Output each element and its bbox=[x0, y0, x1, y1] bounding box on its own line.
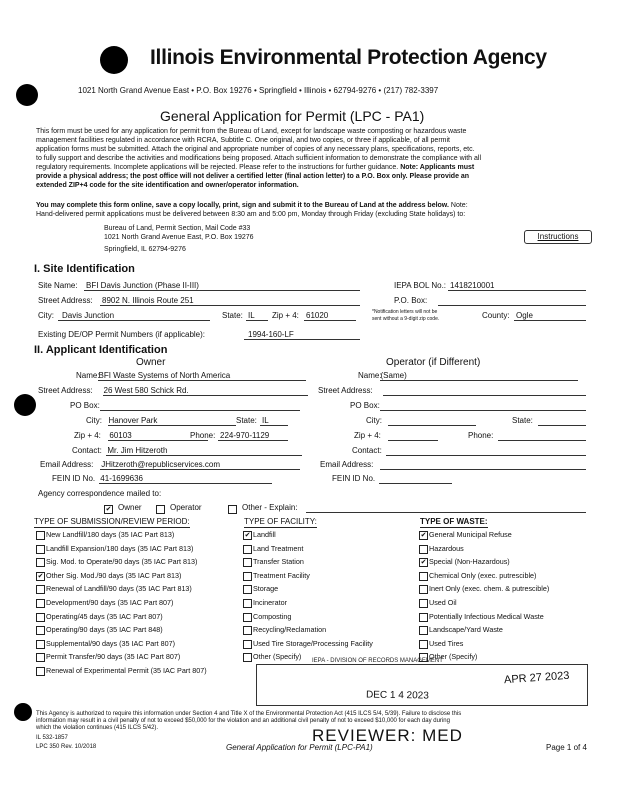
operator-state-label: State: bbox=[512, 416, 533, 425]
owner-phone-label: Phone: bbox=[190, 431, 216, 440]
waste-checkbox-7[interactable] bbox=[419, 626, 428, 635]
existing-permit-value[interactable]: 1994-160-LF bbox=[248, 330, 294, 339]
agency-address: 1021 North Grand Avenue East • P.O. Box 19276 • Springfield • Illinois • 62794-9276 • (217) 782-3397 bbox=[78, 86, 439, 95]
operator-heading: Operator (if Different) bbox=[386, 357, 481, 368]
submission-checkbox-0[interactable] bbox=[36, 531, 45, 540]
facility-label-0: Landfill bbox=[253, 530, 276, 539]
waste-checkbox-0[interactable]: ✔ bbox=[420, 532, 427, 539]
waste-label-3: Chemical Only (exec. putrescible) bbox=[429, 570, 537, 580]
submission-label-9: Permit Transfer/90 days (35 IAC Part 807) bbox=[46, 652, 181, 662]
waste-label-4: Inert Only (exec. chem. & putrescible) bbox=[429, 584, 550, 594]
facility-label-4: Storage bbox=[253, 584, 279, 594]
waste-label-9: Other (Specify) bbox=[429, 652, 478, 662]
waste-checkbox-5[interactable] bbox=[419, 599, 428, 608]
facility-checkbox-7[interactable] bbox=[243, 626, 252, 635]
submission-label-3: Other Sig. Mod./90 days (35 IAC Part 813) bbox=[46, 570, 182, 580]
correspondence-label: Agency correspondence mailed to: bbox=[38, 489, 162, 498]
legal-line-2: information may result in a civil penalty of not to exceed $50,000 for the violation and an additional civil penalty of not to exceed $10,000 for each day during bbox=[36, 718, 450, 724]
operator-email-label: Email Address: bbox=[320, 460, 374, 469]
facility-checkbox-3[interactable] bbox=[243, 572, 252, 581]
submission-label-4: Renewal of Landfill/90 days (35 IAC Part 813) bbox=[46, 584, 192, 594]
online-note-word: Note: bbox=[450, 202, 468, 209]
submission-checkbox-6[interactable] bbox=[36, 613, 45, 622]
facility-label-5: Incinerator bbox=[253, 598, 287, 607]
corr-owner-label: Owner bbox=[118, 503, 142, 512]
owner-city-value[interactable]: Hanover Park bbox=[108, 416, 158, 425]
facility-checkbox-8[interactable] bbox=[243, 640, 252, 649]
owner-email-label: Email Address: bbox=[40, 460, 94, 469]
submission-checkbox-5[interactable] bbox=[36, 599, 45, 608]
facility-checkbox-6[interactable] bbox=[243, 613, 252, 622]
corr-other-label: Other - Explain: bbox=[242, 503, 298, 512]
submission-type-heading: TYPE OF SUBMISSION/REVIEW PERIOD: bbox=[34, 517, 190, 526]
owner-zip-label: Zip + 4: bbox=[74, 431, 101, 440]
submission-checkbox-2[interactable] bbox=[36, 558, 45, 567]
site-name-value[interactable]: BFI Davis Junction (Phase II-III) bbox=[86, 281, 199, 290]
site-city-label: City: bbox=[38, 311, 54, 320]
facility-checkbox-2[interactable] bbox=[243, 558, 252, 567]
operator-phone-label: Phone: bbox=[468, 431, 494, 440]
online-line-2: Hand-delivered permit applications must be delivered between 8:30 am and 5:00 pm, Monday through Friday (excluding State holidays) to: bbox=[36, 211, 466, 218]
facility-label-1: Land Treatment bbox=[253, 543, 304, 553]
operator-street-label: Street Address: bbox=[318, 386, 373, 395]
waste-checkbox-3[interactable] bbox=[419, 572, 428, 581]
facility-checkbox-4[interactable] bbox=[243, 585, 252, 594]
waste-label-1: Hazardous bbox=[429, 543, 464, 553]
owner-contact-label: Contact: bbox=[72, 446, 102, 455]
binder-hole-upper bbox=[16, 84, 38, 106]
facility-label-7: Recycling/Reclamation bbox=[253, 625, 327, 635]
intro-note-start: Note: Applicants must bbox=[400, 164, 475, 171]
operator-name-value[interactable]: (Same) bbox=[380, 371, 407, 380]
facility-type-heading: TYPE OF FACILITY: bbox=[244, 517, 317, 526]
owner-contact-value[interactable]: Mr. Jim Hitzeroth bbox=[107, 446, 168, 455]
binder-hole-top bbox=[100, 46, 128, 74]
waste-type-heading: TYPE OF WASTE: bbox=[420, 517, 488, 526]
legal-line-3: which the violation continues (415 ILCS 5/42). bbox=[36, 725, 159, 731]
submission-label-0: New Landfill/180 days (35 IAC Part 813) bbox=[46, 530, 175, 539]
waste-checkbox-2[interactable]: ✔ bbox=[420, 559, 427, 567]
facility-checkbox-5[interactable] bbox=[243, 599, 252, 608]
site-county-label: County: bbox=[482, 311, 510, 320]
facility-label-2: Transfer Station bbox=[253, 557, 304, 567]
existing-permit-label: Existing DE/OP Permit Numbers (if applicable): bbox=[38, 330, 206, 339]
mail-address-2: 1021 North Grand Avenue East, P.O. Box 19276 bbox=[104, 234, 254, 241]
intro-line-4: to fully support and describe the activities and modifications being proposed. Attach sufficient information to demonstrate the compliance with all bbox=[36, 155, 482, 162]
owner-name-value[interactable]: BFI Waste Systems of North America bbox=[98, 371, 231, 380]
street-address-value[interactable]: 8902 N. Illinois Route 251 bbox=[102, 296, 194, 305]
operator-city-label: City: bbox=[366, 416, 382, 425]
submission-label-10: Renewal of Experimental Permit (35 IAC Part 807) bbox=[46, 666, 207, 675]
owner-street-value[interactable]: 26 West 580 Schick Rd. bbox=[103, 386, 189, 395]
corr-operator-checkbox[interactable] bbox=[156, 505, 165, 514]
corr-other-checkbox[interactable] bbox=[228, 505, 237, 514]
submission-checkbox-8[interactable] bbox=[36, 640, 45, 649]
owner-street-label: Street Address: bbox=[38, 386, 93, 395]
applicant-identification-heading: II. Applicant Identification bbox=[34, 344, 168, 356]
owner-zip-value[interactable]: 60103 bbox=[109, 431, 132, 440]
intro-bold-line-2: provide a physical address; the post office will not deliver a certified letter (final action letter) to a P.O. Box only. Please provide an bbox=[36, 173, 470, 180]
owner-email-value[interactable]: JHitzeroth@republicservices.com bbox=[101, 460, 221, 469]
records-stamp: IEPA - DIVISION OF RECORDS MANAGEMENT bbox=[312, 658, 443, 664]
owner-heading: Owner bbox=[136, 357, 166, 368]
waste-label-5: Used Oil bbox=[429, 598, 457, 607]
site-pobox-label: P.O. Box: bbox=[394, 296, 428, 305]
site-county-value[interactable]: Ogle bbox=[516, 311, 533, 320]
owner-name-label: Name: bbox=[76, 371, 100, 380]
date-stamp-received: DEC 1 4 2023 bbox=[365, 689, 429, 702]
intro-line-5 bbox=[36, 164, 474, 173]
legal-line-1: This Agency is authorized to require this information under Section 4 and Title X of the Environmental Protection Act (415 ILCS 5/4, 5/39). Failure to disclose this bbox=[36, 711, 462, 717]
owner-city-label: City: bbox=[86, 416, 102, 425]
submission-checkbox-1[interactable] bbox=[36, 545, 45, 554]
facility-checkbox-0[interactable]: ✔ bbox=[244, 532, 251, 539]
intro-line-2: management facilities regulated in accordance with RCRA, Subtitle C. One original, and two copies, or three if applicable, of all permit bbox=[36, 137, 450, 144]
owner-state-label: State: bbox=[236, 416, 257, 425]
submission-checkbox-3[interactable]: ✔ bbox=[37, 572, 44, 580]
owner-fein-value[interactable]: 41-1699636 bbox=[100, 474, 144, 483]
submission-checkbox-9[interactable] bbox=[36, 653, 45, 662]
site-identification-heading: I. Site Identification bbox=[34, 263, 135, 275]
site-name-label: Site Name: bbox=[38, 281, 78, 290]
corr-owner-checkbox[interactable]: ✔ bbox=[105, 506, 112, 513]
iepa-bol-value[interactable]: 1418210001 bbox=[450, 281, 495, 290]
instructions-button[interactable]: Instructions bbox=[524, 230, 592, 244]
owner-state-value[interactable]: IL bbox=[262, 416, 269, 425]
submission-checkbox-7[interactable] bbox=[36, 626, 45, 635]
waste-label-0: General Municipal Refuse bbox=[429, 530, 512, 539]
facility-label-3: Treatment Facility bbox=[253, 570, 310, 580]
date-stamp-reviewed: APR 27 2023 bbox=[503, 669, 570, 687]
waste-label-2: Special (Non-Hazardous) bbox=[429, 557, 510, 567]
corr-operator-label: Operator bbox=[170, 503, 202, 512]
submission-label-2: Sig. Mod. to Operate/90 days (35 IAC Part 813) bbox=[46, 557, 198, 567]
zip-note-1: *Notification letters will not be bbox=[372, 309, 438, 315]
street-address-label: Street Address: bbox=[38, 296, 93, 305]
form-code: IL 532-1857 bbox=[36, 735, 68, 741]
online-line-1 bbox=[36, 202, 468, 211]
intro-line-1: This form must be used for any application for permit from the Bureau of Land, except for landscape waste composting or hazardous waste bbox=[36, 128, 467, 135]
intro-line-3: application forms must be submitted. Attach the original and appropriate number of copies of any necessary plans, specifications, reports, etc. bbox=[36, 146, 475, 153]
footer-form-name: General Application for Permit (LPC-PA1) bbox=[226, 743, 373, 752]
operator-fein-label: FEIN ID No. bbox=[332, 474, 376, 483]
facility-label-8: Used Tire Storage/Processing Facility bbox=[253, 638, 373, 648]
reviewer-stamp: REVIEWER: MED bbox=[312, 726, 463, 745]
site-city-value[interactable]: Davis Junction bbox=[62, 311, 115, 320]
submission-checkbox-4[interactable] bbox=[36, 585, 45, 594]
site-zip-label: Zip + 4: bbox=[272, 311, 299, 320]
zip-note-2: sent without a 9-digit zip code. bbox=[372, 316, 440, 322]
waste-label-7: Landscape/Yard Waste bbox=[429, 625, 503, 635]
page-number: Page 1 of 4 bbox=[546, 743, 587, 752]
submission-label-1: Landfill Expansion/180 days (35 IAC Part 813) bbox=[46, 543, 194, 553]
mail-address-1: Bureau of Land, Permit Section, Mail Code #33 bbox=[104, 225, 251, 232]
waste-checkbox-6[interactable] bbox=[419, 613, 428, 622]
owner-phone-value[interactable]: 224-970-1129 bbox=[220, 431, 270, 440]
owner-fein-label: FEIN ID No. bbox=[52, 474, 96, 483]
operator-name-label: Name: bbox=[358, 371, 382, 380]
online-text-bold: You may complete this form online, save a copy locally, print, sign and submit it to the Bureau of Land at the address below. bbox=[36, 202, 449, 209]
waste-checkbox-4[interactable] bbox=[419, 585, 428, 594]
facility-checkbox-1[interactable] bbox=[243, 545, 252, 554]
site-state-label: State: bbox=[222, 311, 243, 320]
form-revision: LPC 350 Rev. 10/2018 bbox=[36, 744, 97, 750]
iepa-bol-label: IEPA BOL No.: bbox=[394, 281, 447, 290]
binder-hole-lower bbox=[14, 703, 32, 721]
owner-pobox-label: PO Box: bbox=[70, 401, 100, 410]
intro-line-5-text: regulatory requirements. Incomplete applications will be rejected. Please refer to the instructions for further guidance. bbox=[36, 164, 399, 171]
submission-label-6: Operating/45 days (35 IAC Part 807) bbox=[46, 611, 163, 621]
site-zip-value[interactable]: 61020 bbox=[306, 311, 329, 320]
waste-label-6: Potentially Infectious Medical Waste bbox=[429, 611, 544, 621]
operator-contact-label: Contact: bbox=[352, 446, 382, 455]
intro-bold-line-3: extended ZIP+4 code for the site identification and owner/operator information. bbox=[36, 182, 299, 189]
waste-checkbox-1[interactable] bbox=[419, 545, 428, 554]
facility-label-6: Composting bbox=[253, 611, 292, 621]
facility-label-9: Other (Specify) bbox=[253, 652, 302, 662]
mail-address-3: Springfield, IL 62794-9276 bbox=[104, 246, 186, 253]
facility-checkbox-9[interactable] bbox=[243, 653, 252, 662]
waste-label-8: Used Tires bbox=[429, 638, 464, 648]
submission-checkbox-10[interactable] bbox=[36, 667, 45, 676]
binder-hole-middle bbox=[14, 394, 36, 416]
agency-name: Illinois Environmental Protection Agency bbox=[150, 46, 547, 69]
form-title: General Application for Permit (LPC - PA1) bbox=[160, 108, 425, 124]
submission-label-5: Development/90 days (35 IAC Part 807) bbox=[46, 598, 174, 607]
operator-pobox-label: PO Box: bbox=[350, 401, 380, 410]
waste-checkbox-8[interactable] bbox=[419, 640, 428, 649]
operator-zip-label: Zip + 4: bbox=[354, 431, 381, 440]
submission-label-7: Operating/90 days (35 IAC Part 848) bbox=[46, 625, 163, 635]
submission-label-8: Supplemental/90 days (35 IAC Part 807) bbox=[46, 638, 176, 648]
site-state-value[interactable]: IL bbox=[248, 311, 255, 320]
